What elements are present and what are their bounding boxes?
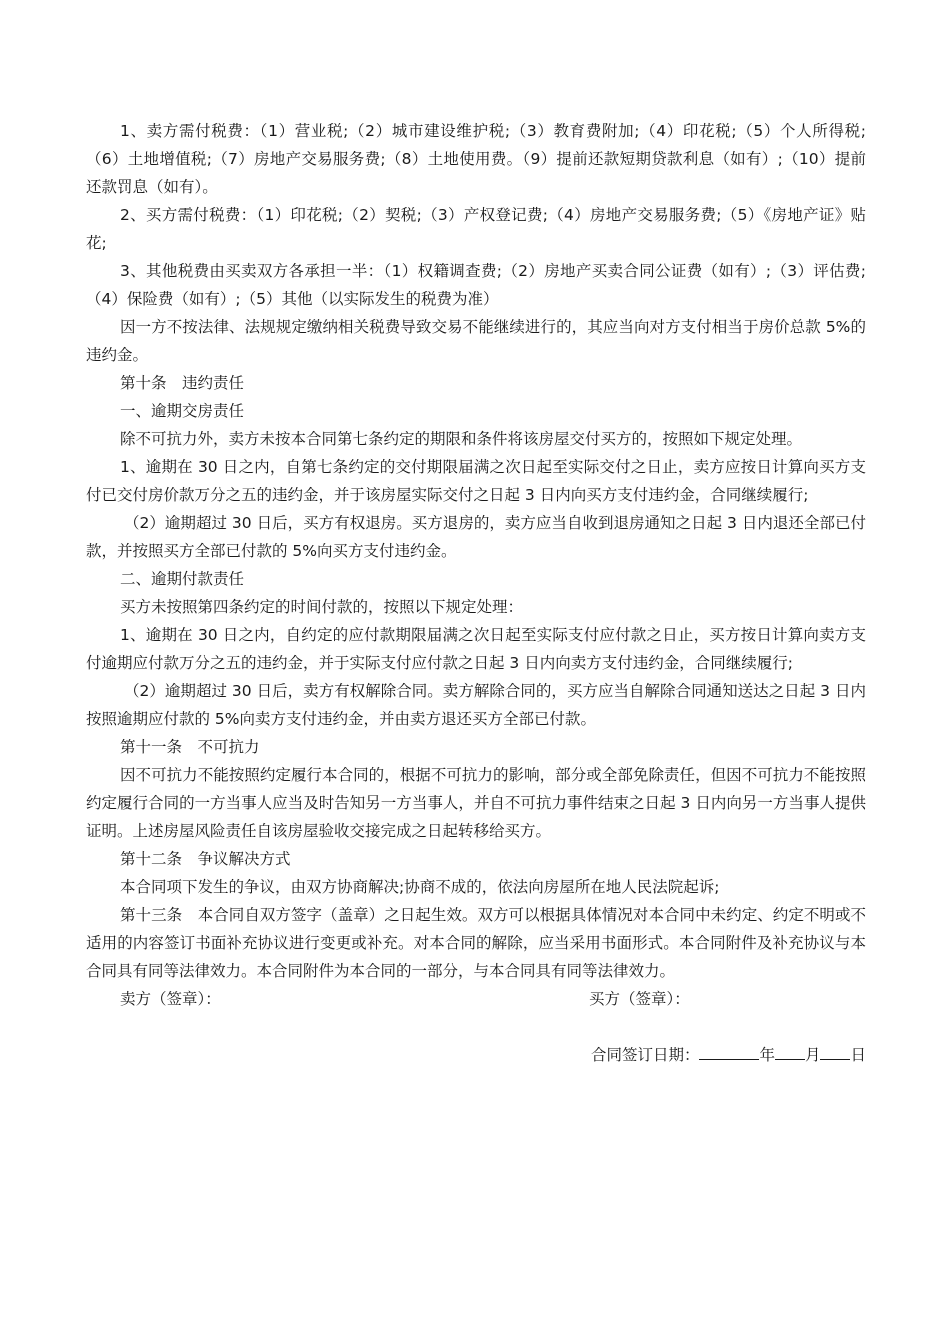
buyer-signature-label: 买方（签章）：: [589, 990, 690, 1008]
signature-row: [86, 985, 866, 1013]
late-delivery-intro: 除不可抗力外，卖方未按本合同第七条约定的期限和条件将该房屋交付买方的，按照如下规定处理。: [120, 430, 803, 448]
clause-buyer-taxes: 2、买方需付税费：（1）印花税;（2）契税;（3）产权登记费;（4）房地产交易服务费;（5）《房地产证》贴花;: [86, 206, 866, 252]
article-13-text: 第十三条 本合同自双方签字（盖章）之日起生效。双方可以根据具体情况对本合同中未约定、约定不明或不适用的内容签订书面补充协议进行变更或补充。对本合同的解除，应当采用书面形式。本合同附件及补充协议与本合同具有同等法律效力。本合同附件为本合同的一部分，与本合同具有同等法律效力。: [86, 906, 866, 980]
signing-date-label: 合同签订日期：: [590, 1046, 700, 1064]
year-label: 年: [759, 1046, 775, 1064]
year-blank: [699, 1041, 759, 1060]
dispute-text: 本合同项下发生的争议，由双方协商解决;协商不成的，依法向房屋所在地人民法院起诉;: [120, 878, 720, 896]
month-blank: [775, 1041, 805, 1060]
contract-page: [86, 117, 866, 1069]
signing-date-line: [86, 1041, 866, 1069]
article-10-heading: 第十条 违约责任: [120, 374, 245, 392]
late-payment-item-2: （2）逾期超过 30 日后，卖方有权解除合同。卖方解除合同的，买方应当自解除合同通知送达之日起 3 日内按照逾期应付款的 5%向卖方支付违约金，并由卖方退还买方全部已付款。: [86, 682, 866, 728]
late-payment-item-1: 1、逾期在 30 日之内，自约定的应付款期限届满之次日起至实际支付应付款之日止，买方按日计算向卖方支付逾期应付款万分之五的违约金，并于实际支付应付款之日起 3 日内向卖方支付违约金，合同继续履行;: [86, 626, 866, 672]
seller-signature-label: 卖方（签章）：: [120, 990, 221, 1008]
late-delivery-item-1: 1、逾期在 30 日之内，自第七条约定的交付期限届满之次日起至实际交付之日止，卖方应按日计算向买方支付已交付房价款万分之五的违约金，并于该房屋实际交付之日起 3 日内向买方支付违约金，合同继续履行;: [86, 458, 866, 504]
late-delivery-heading: 一、逾期交房责任: [120, 402, 245, 420]
late-payment-heading: 二、逾期付款责任: [120, 570, 245, 588]
clause-shared-taxes: 3、其他税费由买卖双方各承担一半：（1）权籍调查费;（2）房地产买卖合同公证费（如有）;（3）评估费;（4）保险费（如有）;（5）其他（以实际发生的税费为准）: [86, 262, 866, 308]
article-12-heading: 第十二条 争议解决方式: [120, 850, 291, 868]
late-payment-intro: 买方未按照第四条约定的时间付款的，按照以下规定处理：: [120, 598, 524, 616]
force-majeure-text: 因不可抗力不能按照约定履行本合同的，根据不可抗力的影响，部分或全部免除责任，但因不可抗力不能按照约定履行合同的一方当事人应当及时告知另一方当事人，并自不可抗力事件结束之日起 3 日内向另一方当事人提供证明。上述房屋风险责任自该房屋验收交接完成之日起转移给买方。: [86, 766, 866, 840]
day-blank: [820, 1041, 850, 1060]
clause-seller-taxes: 1、卖方需付税费：（1）营业税;（2）城市建设维护税;（3）教育费附加;（4）印花税;（5）个人所得税;（6）土地增值税;（7）房地产交易服务费;（8）土地使用费。（9）提前还款短期贷款利息（如有）;（10）提前还款罚息（如有）。: [86, 122, 866, 196]
day-label: 日: [850, 1046, 866, 1064]
clause-tax-default: 因一方不按法律、法规规定缴纳相关税费导致交易不能继续进行的，其应当向对方支付相当于房价总款 5%的违约金。: [86, 318, 866, 364]
month-label: 月: [804, 1046, 821, 1064]
late-delivery-item-2: （2）逾期超过 30 日后，买方有权退房。买方退房的，卖方应当自收到退房通知之日起 3 日内退还全部已付款，并按照买方全部已付款的 5%向买方支付违约金。: [86, 514, 866, 560]
article-11-heading: 第十一条 不可抗力: [120, 738, 260, 756]
